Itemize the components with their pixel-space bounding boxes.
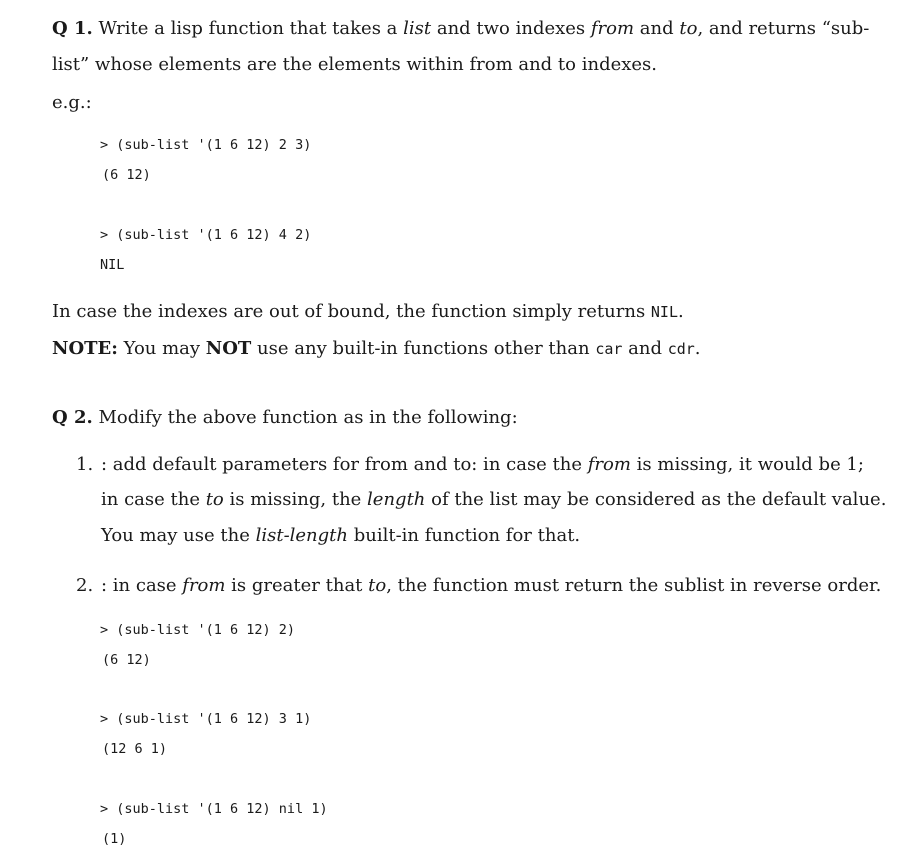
q1-line-2: list” whose elements are the elements within from and to indexes. [52,54,658,75]
q2-item-1-line-2 [101,488,886,512]
item1-list-length-term: list-length [255,525,348,546]
q1-text: and [634,18,680,39]
q2-item-1-line-3 [101,524,580,548]
q1-line-1 [52,17,869,41]
item2-text: , the function must return the sublist in reverse order. [386,575,882,596]
car-code: car [595,340,623,358]
q1-from-term: from [590,18,635,39]
q1-text: Write a lisp function that takes a [98,18,404,39]
item1-text: in case the [101,489,206,510]
nil-code: NIL [650,303,678,321]
note-text: and [622,338,668,359]
q2-item-2-line [101,574,881,598]
q2-label: Q 2. [52,407,93,428]
item2-to-term: to [368,575,387,596]
q1-label: Q 1. [52,18,93,39]
note-label: NOTE: [52,338,118,359]
q1-example-2-input: > (sub-list '(1 6 12) 4 2) [100,227,312,243]
note-text: You may [117,338,206,359]
q2-example-3-input: > (sub-list '(1 6 12) nil 1) [100,801,328,817]
q2-item-1-line-1 [101,453,864,477]
item1-text: is missing, the [223,489,368,510]
q1-example-1-output: (6 12) [102,167,151,183]
oob-text: In case the indexes are out of bound, the function simply returns [52,301,651,322]
q2-example-1-input: > (sub-list '(1 6 12) 2) [100,622,296,638]
item1-text: is missing, it would be 1; [630,454,864,475]
item1-text: You may use the [101,525,256,546]
restriction-note [52,337,701,361]
q2-intro [52,406,518,430]
item1-length-term: length [367,489,426,510]
q2-item-2-num: 2. [76,575,94,596]
note-end: . [694,338,701,359]
q1-text: , and returns “sub- [697,18,870,39]
q2-example-2-input: > (sub-list '(1 6 12) 3 1) [100,711,312,727]
q1-to-term: to [679,18,698,39]
q1-example-1-input: > (sub-list '(1 6 12) 2 3) [100,137,312,153]
q1-example-2-output: NIL [100,257,125,273]
q1-text: and two indexes [431,18,591,39]
item1-from-term: from [587,454,631,475]
cdr-code: cdr [667,340,695,358]
item1-to-term: to [205,489,224,510]
item1-text: : add default parameters for from and to: in case the [101,454,588,475]
item1-text: built-in function for that. [348,525,581,546]
item1-text: of the list may be considered as the default value. [425,489,887,510]
q2-example-1-output: (6 12) [102,652,151,668]
q2-example-3-output: (1) [102,831,127,847]
item2-from-term: from [182,575,226,596]
item2-text: : in case [101,575,183,596]
oob-end: . [678,301,684,322]
q2-intro-text: Modify the above function as in the following: [98,407,518,428]
out-of-bound-note [52,300,684,324]
q2-example-2-output: (12 6 1) [102,741,168,757]
eg-label: e.g.: [52,92,92,113]
note-text: use any built-in functions other than [251,338,596,359]
q2-item-1-num: 1. [76,454,94,475]
note-not: NOT [205,338,252,359]
item2-text: is greater that [225,575,369,596]
q1-list-term: list [403,18,432,39]
